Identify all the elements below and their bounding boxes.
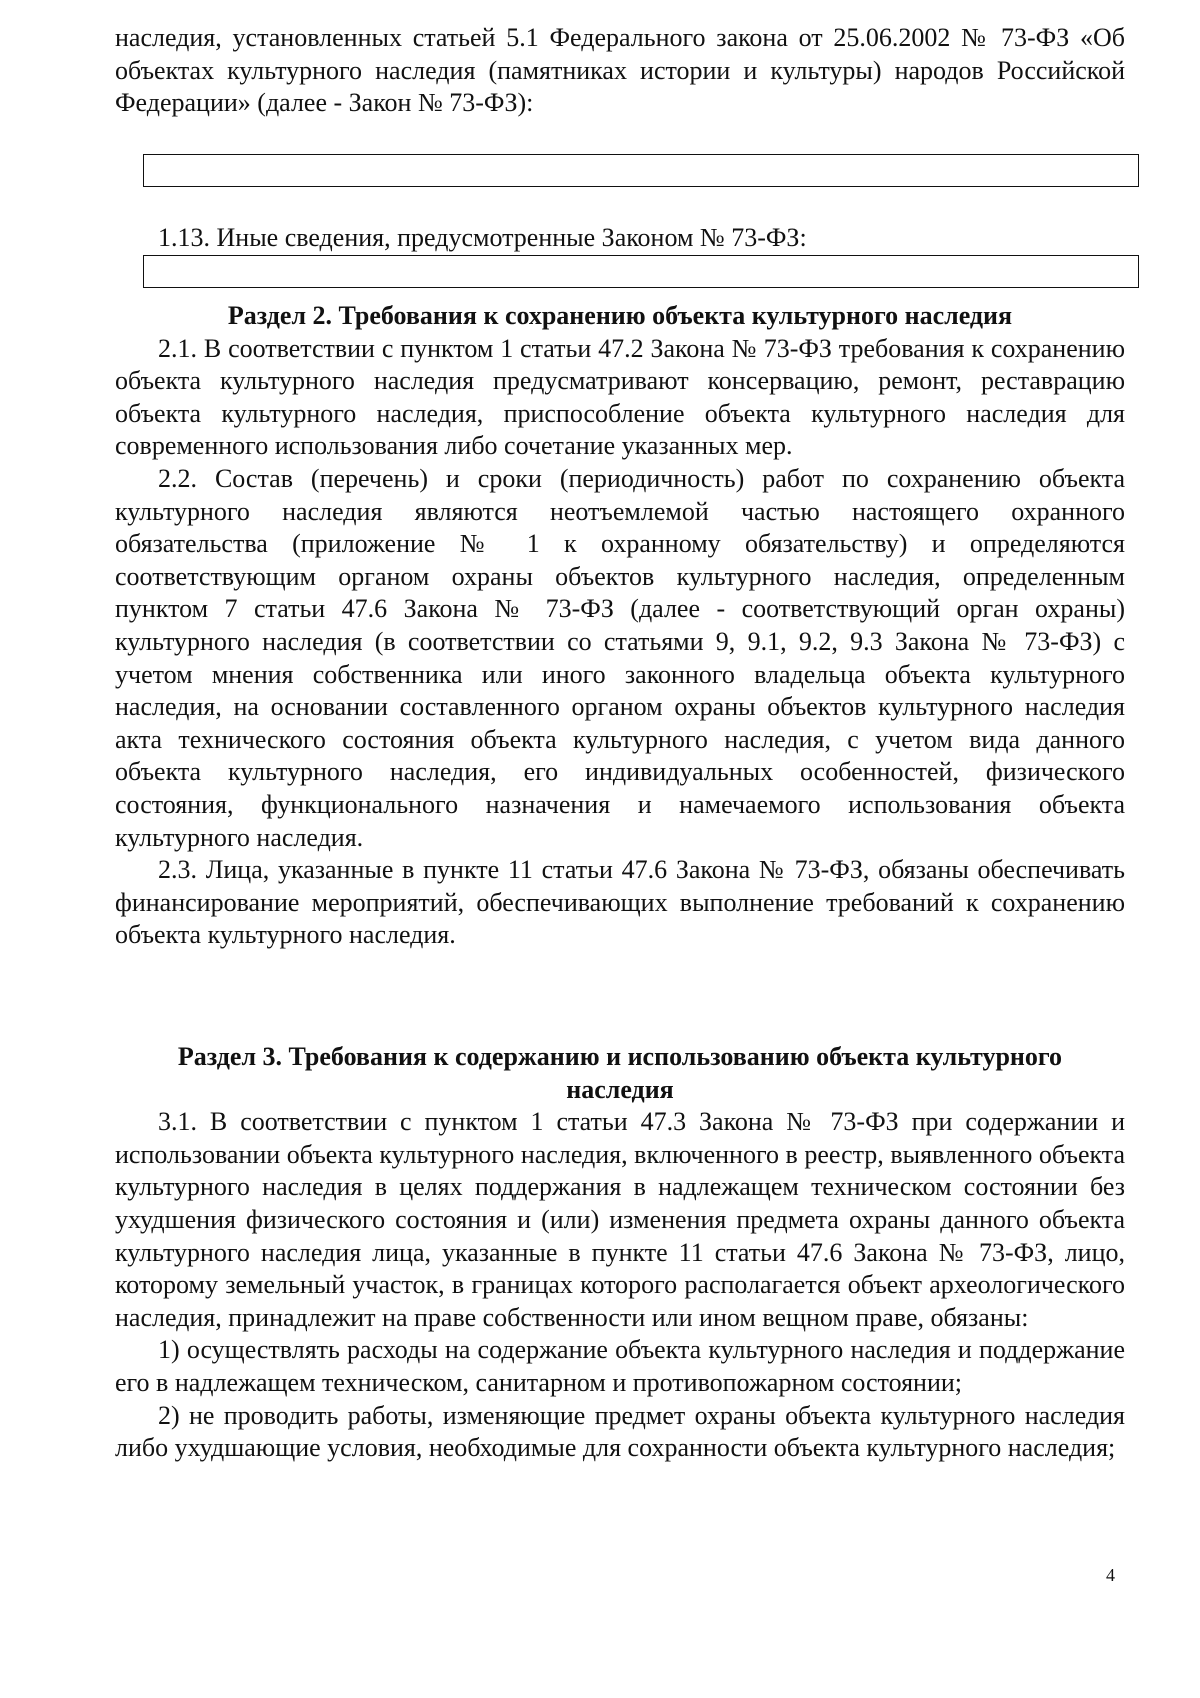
paragraph-2-3: 2.3. Лица, указанные в пункте 11 статьи 47.6 Закона № 73-ФЗ, обязаны обеспечивать финансирование мероприятий, обеспечивающих выполнение требований к сохранению объекта культурного наследия.	[115, 855, 1125, 950]
intro-block	[115, 22, 1125, 120]
section-3-heading-line-1: Раздел 3. Требования к содержанию и использованию объекта культурного	[177, 1042, 1063, 1071]
section-3-heading	[115, 1041, 1125, 1106]
page-number: 4	[1106, 1565, 1115, 1585]
section-3	[115, 1041, 1125, 1465]
paragraph-2-2: 2.2. Состав (перечень) и сроки (периодичность) работ по сохранению объекта культурного наследия являются неотъемлемой частью настоящего охранного обязательства (приложение № 1 к охранному обязательству) и определяются соответствующим органом охраны объектов культурного наследия, определенным пунктом 7 статьи 47.6 Закона № 73-ФЗ (далее - соответствующий орган охраны) культурного наследия (в соответствии со статьями 9, 9.1, 9.2, 9.3 Закона № 73-ФЗ) с учетом мнения собственника или иного законного владельца объекта культурного наследия, на основании составленного органом охраны объектов культурного наследия акта технического состояния объекта культурного наследия, с учетом вида данного объекта культурного наследия, его индивидуальных особенностей, физического состояния, функционального назначения и намечаемого использования объекта культурного наследия.	[115, 463, 1125, 852]
section-3-heading-line-2: наследия	[566, 1074, 674, 1104]
list-item-2: 2) не проводить работы, изменяющие предмет охраны объекта культурного наследия либо ухудшающие условия, необходимые для сохранности объекта культурного наследия;	[115, 1400, 1125, 1463]
section-2-heading: Раздел 2. Требования к сохранению объекта культурного наследия	[227, 301, 1013, 330]
intro-paragraph: наследия, установленных статьей 5.1 Федерального закона от 25.06.2002 № 73-ФЗ «Об объектах культурного наследия (памятниках истории и культуры) народов Российской Федерации» (далее - Закон № 73-ФЗ):	[115, 23, 1125, 118]
paragraph-3-1: 3.1. В соответствии с пунктом 1 статьи 47.3 Закона № 73-ФЗ при содержании и использовании объекта культурного наследия, включенного в реестр, выявленного объекта культурного наследия в целях поддержания в надлежащем техническом состоянии без ухудшения физического состояния и (или) изменения предмета охраны данного объекта культурного наследия лица, указанные в пункте 11 статьи 47.6 Закона № 73-ФЗ, лицо, которому земельный участок, в границах которого располагается объект археологического наследия, принадлежит на праве собственности или ином вещном праве, обязаны:	[115, 1107, 1125, 1332]
empty-field-box-1[interactable]	[143, 154, 1139, 187]
section-2	[115, 300, 1125, 952]
list-item-1: 1) осуществлять расходы на содержание объекта культурного наследия и поддержание его в надлежащем техническом, санитарном и противопожарном состоянии;	[115, 1335, 1125, 1397]
paragraph-2-1: 2.1. В соответствии с пунктом 1 статьи 47.2 Закона № 73-ФЗ требования к сохранению объекта культурного наследия предусматривают консервацию, ремонт, реставрацию объекта культурного наследия, приспособление объекта культурного наследия для современного использования либо сочетание указанных мер.	[115, 333, 1125, 461]
paragraph-1-13: 1.13. Иные сведения, предусмотренные Законом № 73-ФЗ:	[158, 223, 807, 252]
empty-field-box-2[interactable]	[143, 255, 1139, 288]
item-1-13-block	[115, 222, 1125, 255]
